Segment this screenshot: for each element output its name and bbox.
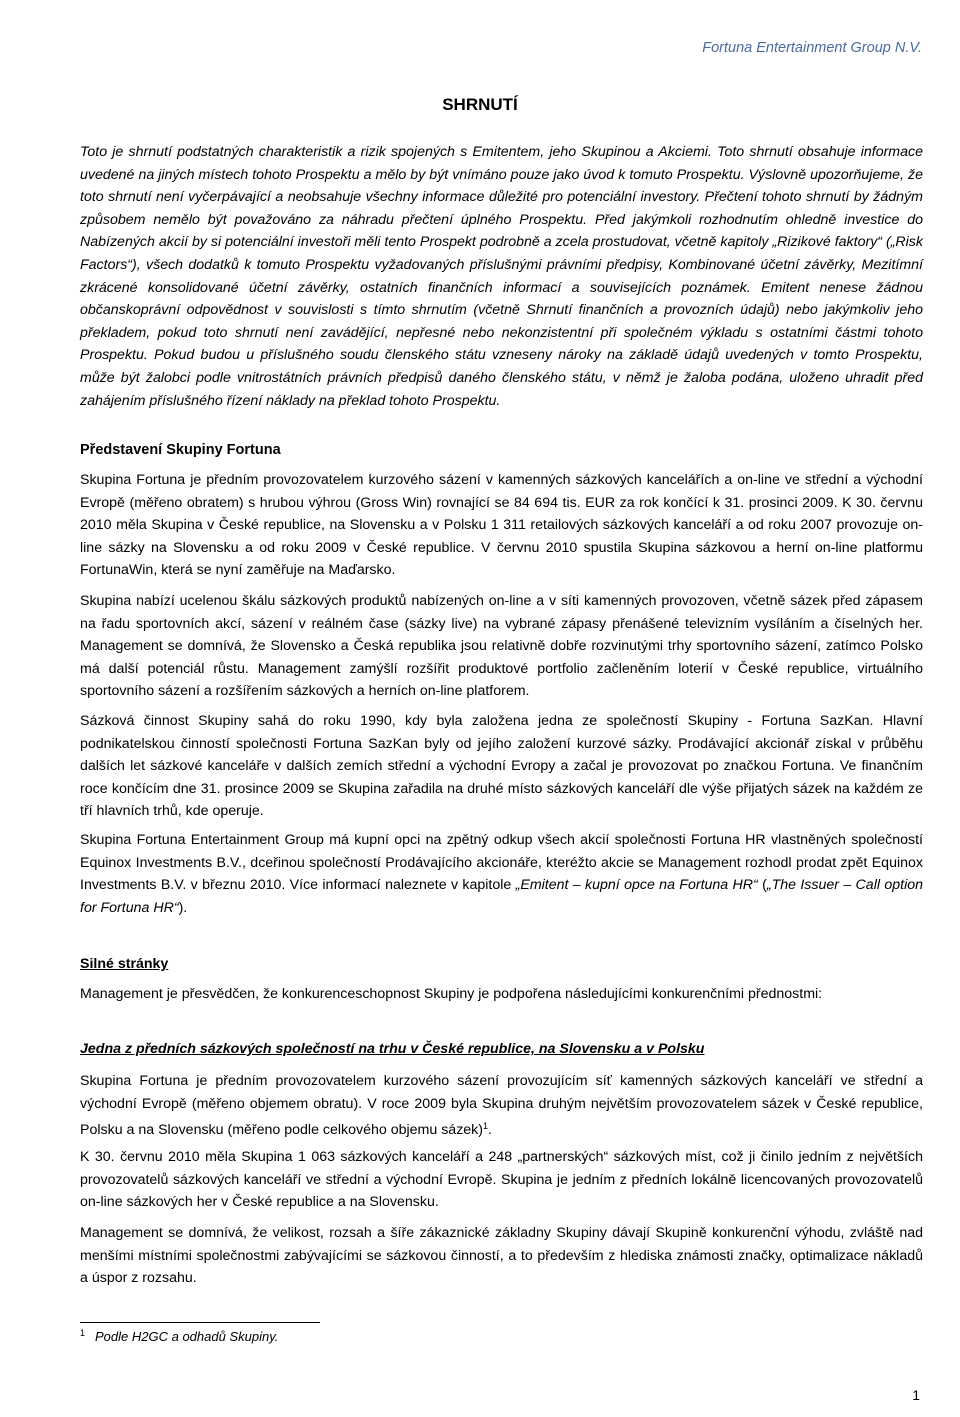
paragraph-text: ( [757, 877, 767, 894]
running-header: Fortuna Entertainment Group N.V. [702, 40, 922, 56]
fortuna-paragraph-4 [80, 829, 923, 919]
chapter-reference-en: „The Issuer – Call option for Fortuna HR“ [80, 877, 923, 916]
leading-paragraph-2: K 30. červnu 2010 měla Skupina 1 063 sázkových kanceláří a 248 „partnerských“ sázkových míst, což ji činilo jedním z největších provozovatelů sázkových kanceláří ve střední a východní Evropě. Skupina je jedním z předních lokálně licencovaných provozovatelů on-line sázkových her v České republice a na Slovensku. [80, 1149, 923, 1211]
footnote-number: 1 [80, 1328, 86, 1338]
strengths-paragraph: Management je přesvědčen, že konkurenceschopnost Skupiny je podpořena následujícími konkurenčními přednostmi: [80, 986, 823, 1002]
section-heading-fortuna-group: Představení Skupiny Fortuna [80, 442, 281, 458]
footnote [80, 1328, 278, 1344]
chapter-reference-cz: „Emitent – kupní opce na Fortuna HR“ [515, 877, 758, 894]
leading-paragraph-1 [80, 1070, 923, 1142]
fortuna-paragraph-3: Sázková činnost Skupiny sahá do roku 1990, kdy byla založena jedna ze společností Skupiny - Fortuna SazKan. Hlavní podnikatelskou činností společnosti Fortuna SazKan byly od jejího založení kurzové sázky. Prodávající akcionář získal v průběhu dalších let sázkové kanceláře v dalších zemích střední a východní Evropy a začal je provozovat po značkou Fortuna. Ve finančním roce končícím dne 31. prosince 2009 se Skupina zařadila na druhé místo sázkových kanceláří dle výše přijatých sázek na každém ze tří hlavních trhů, kde operuje. [80, 713, 923, 820]
leading-paragraph-3: Management se domnívá, že velikost, rozsah a šíře zákaznické základny Skupiny dávají Skupině konkurenční výhodu, zvláště nad menšími místními společnostmi zabývajícími se sázkovou činností, a to především z hlediska známosti značky, optimalizace nákladů a úspor z rozsahu. [80, 1225, 923, 1287]
paragraph-text: Skupina Fortuna je předním provozovatelem kurzového sázení provozujícím síť kamenných sázkových kanceláří ve střední a východní Evropě (měřeno objemem obratu). V roce 2009 byla Skupina druhým největším provozovatelem sázek v České republice, Polsku a na Slovensku (měřeno podle celkového objemu sázek) [80, 1073, 923, 1139]
section-heading-leading-company: Jedna z předních sázkových společností na trhu v České republice, na Slovensku a v Polsku [80, 1041, 705, 1057]
paragraph-text: . [488, 1122, 492, 1139]
intro-paragraph: Toto je shrnutí podstatných charakteristik a rizik spojených s Emitentem, jeho Skupinou a Akciemi. Toto shrnutí obsahuje informace uvedené na jiných místech tohoto Prospektu a mělo by být vnímáno pouze jako úvod k tomuto Prospektu. Výslovně upozorňujeme, že toto shrnutí není vyčerpávající a neobsahuje všechny informace důležité pro potenciální investory. Přečtení tohoto shrnutí by žádným způsobem nemělo být považováno za náhradu přečtení úplného Prospektu. Před jakýmkoli rozhodnutím ohledně investice do Nabízených akcií by si potenciální investoři měli tento Prospekt podrobně a zcela prostudovat, včetně kapitoly „Rizikové faktory“ („Risk Factors“), všech dodatků k tomuto Prospektu vyžadovaných příslušnými právními předpisy, Kombinované účetní závěrky, Mezitímní zkrácené konsolidované účetní závěrky, ostatních finančních informací a souvisejících poznámek. Emitent nenese žádnou občanskoprávní odpovědnost v souvislosti s tímto shrnutím (včetně Shrnutí finančních a provozních údajů) nebo jakýmkoliv jeho překladem, pokud toto shrnutí není zavádějící, nepřesné nebo nekonzistentní při společném výkladu s ostatními částmi tohoto Prospektu. Pokud budou u příslušného soudu členského státu vzneseny nároky na základě údajů uvedených v tomto Prospektu, může být žalobci podle vnitrostátních právních předpisů daného členského státu, v němž je žaloba podána, uloženo uhradit před zahájením příslušného řízení náklady na překlad tohoto Prospektu. [80, 144, 923, 409]
page-title: SHRNUTÍ [442, 95, 518, 114]
footnote-reference: 1 [483, 1121, 489, 1132]
paragraph-text: ). [178, 899, 188, 916]
paragraph-text: Skupina Fortuna Entertainment Group má kupní opci na zpětný odkup všech akcií společnosti Fortuna HR vlastněných společností Equinox Investments B.V., dceřinou společností Prodávajícího akcionáře, kteréžto akcie se Management rozhodl prodat zpět Equinox Investments B.V. v březnu 2010. Více informací naleznete v kapitole [80, 832, 923, 894]
fortuna-paragraph-2: Skupina nabízí ucelenou škálu sázkových produktů nabízených on-line a v síti kamenných provozoven, včetně sázek před zápasem na řadu sportovních akcí, sázení v reálném čase (sázky live) na vybrané zápasy přenášené televizním vysíláním a číselných her. Management se domnívá, že Slovensko a Česká republika jsou relativně dobře rozvinutými trhy sportovního sázení, zatímco Polsko má další potenciál růstu. Management zamýšlí rozšířit produktové portfolio začleněním loterií v České republice, virtuálního sportovního sázení a rozšířením sázkových a herních on-line platforem. [80, 593, 923, 700]
fortuna-paragraph-1: Skupina Fortuna je předním provozovatelem kurzového sázení v kamenných sázkových kancelářích a on-line ve střední a východní Evropě (měřeno obratem) s hrubou výhrou (Gross Win) rovnající se 84 694 tis. EUR za rok končící k 31. prosinci 2009. K 30. červnu 2010 měla Skupina v České republice, na Slovensku a v Polsku 1 311 retailových sázkových kanceláří a od roku 2007 provozuje on-line sázky na Slovensku a od roku 2009 v České republice. V červnu 2010 spustila Skupina sázkovou a herní on-line platformu FortunaWin, která se nyní zaměřuje na Maďarsko. [80, 472, 923, 579]
footnote-separator [80, 1322, 320, 1323]
page-number: 1 [912, 1387, 920, 1403]
section-heading-strengths: Silné stránky [80, 956, 169, 972]
footnote-text: Podle H2GC a odhadů Skupiny. [95, 1329, 279, 1344]
